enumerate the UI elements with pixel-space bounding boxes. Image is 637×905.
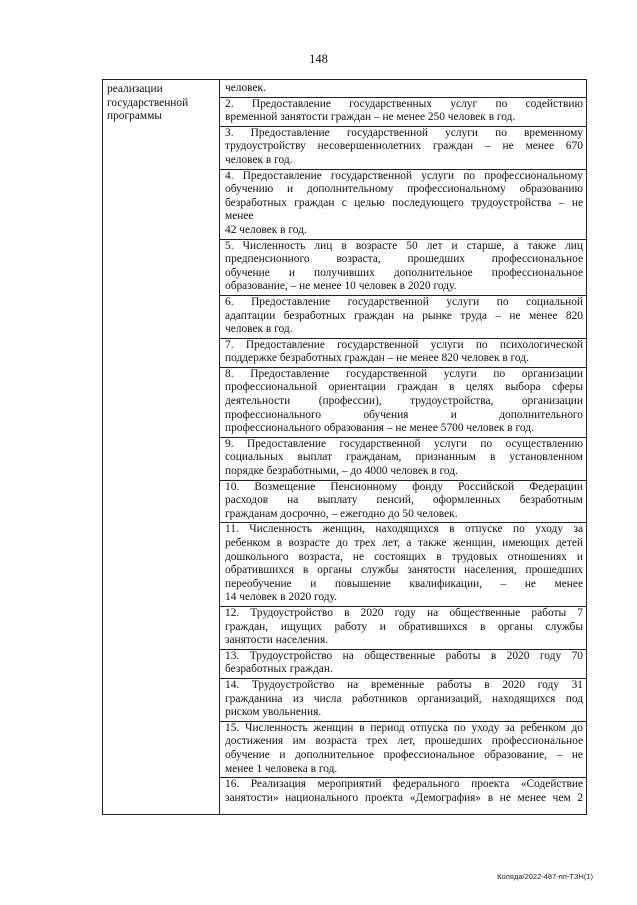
table-right-column: [220, 80, 586, 814]
list-item: [220, 127, 586, 170]
document-footer-code: Коляда/2022-487-пп-ТЗН(1): [497, 872, 593, 881]
list-item-line: профессионального обучения и дополнительного: [225, 408, 583, 421]
list-item-line: социальных выплат гражданам, признанным в установленном: [225, 451, 583, 464]
list-item: [220, 368, 586, 438]
list-item-line: 12. Трудоустройство в 2020 году на общественные работы 7: [225, 606, 583, 619]
list-item: [220, 339, 586, 368]
list-item: [220, 523, 586, 607]
list-item-line: образование, – не менее 10 человек в 2020 году.: [225, 280, 457, 293]
list-item: [220, 438, 586, 481]
list-item: [220, 296, 586, 339]
list-item: [220, 481, 586, 524]
list-item-line: обучению и дополнительному профессиональному образованию: [225, 183, 583, 196]
list-item: [220, 607, 586, 650]
left-column-line: государственной: [107, 96, 189, 109]
list-item: [220, 82, 586, 98]
list-item-line: обучение и дополнительное профессиональное образование, – не: [225, 748, 583, 761]
list-item-line: деятельности (профессии), трудоустройства, организации: [225, 395, 583, 408]
list-item: [220, 98, 586, 127]
list-item-line: 11. Численность женщин, находящихся в отпуске по уходу за: [225, 523, 583, 536]
list-item-line: 14. Трудоустройство на временные работы в 2020 году 31: [225, 678, 583, 691]
list-item-line: 10. Возмещение Пенсионному фонду Российской Федерации: [225, 480, 583, 493]
list-item-line: дошкольного возраста, не состоящих в трудовых отношениях и: [225, 550, 583, 563]
list-item: [220, 722, 586, 778]
list-item-line: безработных граждан.: [225, 663, 333, 676]
list-item-line: обучение и получивших дополнительное профессиональное: [225, 266, 583, 279]
list-item: [220, 679, 586, 722]
list-item-line: ребенком в возрасте до трех лет, а также женщин, имеющих детей: [225, 537, 583, 549]
list-item-line: человек в год.: [225, 153, 293, 166]
list-item: [220, 778, 586, 806]
list-item-line: граждан, ищущих работу и обратившихся в органы службы: [225, 620, 583, 633]
list-item-line: менее 1 человека в год.: [225, 762, 338, 775]
table-left-column: [103, 80, 220, 814]
list-item-line: порядке безработными, – до 4000 человек в год.: [225, 465, 458, 478]
left-column-line: программы: [107, 110, 162, 123]
list-item-line: 6. Предоставление государственной услуги по социальной: [225, 295, 583, 308]
program-table: [102, 79, 587, 815]
list-item-line: 3. Предоставление государственной услуги по временному: [225, 126, 583, 139]
list-item-line: профессионального образования – не менее 5700 человек в год.: [225, 422, 534, 435]
list-item-line: поддержке безработных граждан – не менее 820 человек в год.: [225, 352, 529, 365]
list-item-line: 4. Предоставление государственной услуги по профессиональному: [225, 169, 583, 182]
list-item-line: переобучение и повышение квалификации, – не менее: [225, 577, 583, 590]
list-item-line: безработных граждан с целью последующего трудоустройства – не: [225, 196, 583, 209]
list-item-line: человек.: [225, 82, 266, 94]
list-item-line: гражданина из числа работников организаций, находящихся под: [225, 692, 583, 705]
list-item-line: достижения им возраста трех лет, прошедших профессиональное: [225, 735, 583, 748]
list-item-line: менее: [225, 210, 254, 223]
list-item-line: 42 человек в год.: [225, 223, 307, 236]
list-item-line: риском увольнения.: [225, 706, 322, 719]
list-item-line: гражданам досрочно, – ежегодно до 50 человек.: [225, 507, 458, 520]
list-item-line: трудоустройству несовершеннолетних граждан – не менее 670: [225, 140, 583, 153]
list-item-line: 16. Реализация мероприятий федерального проекта «Содействие: [225, 778, 583, 791]
list-item-line: расходов на выплату пенсий, оформленных безработным: [225, 494, 583, 507]
left-column-line: реализации: [107, 83, 163, 95]
list-item-line: занятости» национального проекта «Демография» в не менее чем 2: [225, 791, 583, 804]
list-item-line: предпенсионного возраста, прошедших профессиональное: [225, 253, 583, 266]
list-item-line: 9. Предоставление государственной услуги по осуществлению: [225, 437, 583, 450]
list-item-line: временной занятости граждан – не менее 250 человек в год.: [225, 111, 516, 124]
list-item-line: профессиональной ориентации граждан в целях выбора сферы: [225, 381, 583, 394]
list-item-line: 5. Численность лиц в возрасте 50 лет и старше, а также лиц: [225, 239, 583, 252]
list-item: [220, 240, 586, 296]
list-item-line: человек в год.: [225, 323, 293, 336]
list-item-line: 7. Предоставление государственной услуги по психологической: [225, 338, 583, 351]
list-item-line: 13. Трудоустройство на общественные работы в 2020 году 70: [225, 649, 583, 662]
list-item-line: обратившихся в органы службы занятости населения, прошедших: [225, 564, 583, 577]
list-item-line: 8. Предоставление государственной услуги по организации: [225, 367, 583, 380]
list-item: [220, 170, 586, 240]
list-item: [220, 650, 586, 679]
list-item-line: 15. Численность женщин в период отпуска по уходу за ребенком до: [225, 721, 583, 734]
list-item-line: занятости населения.: [225, 634, 329, 647]
list-item-line: адаптации безработных граждан на рынке труда – не менее 820: [225, 309, 583, 322]
page-number: 148: [309, 52, 328, 66]
list-item-line: 2. Предоставление государственных услуг по содействию: [225, 97, 583, 110]
list-item-line: 14 человек в 2020 году.: [225, 591, 337, 604]
